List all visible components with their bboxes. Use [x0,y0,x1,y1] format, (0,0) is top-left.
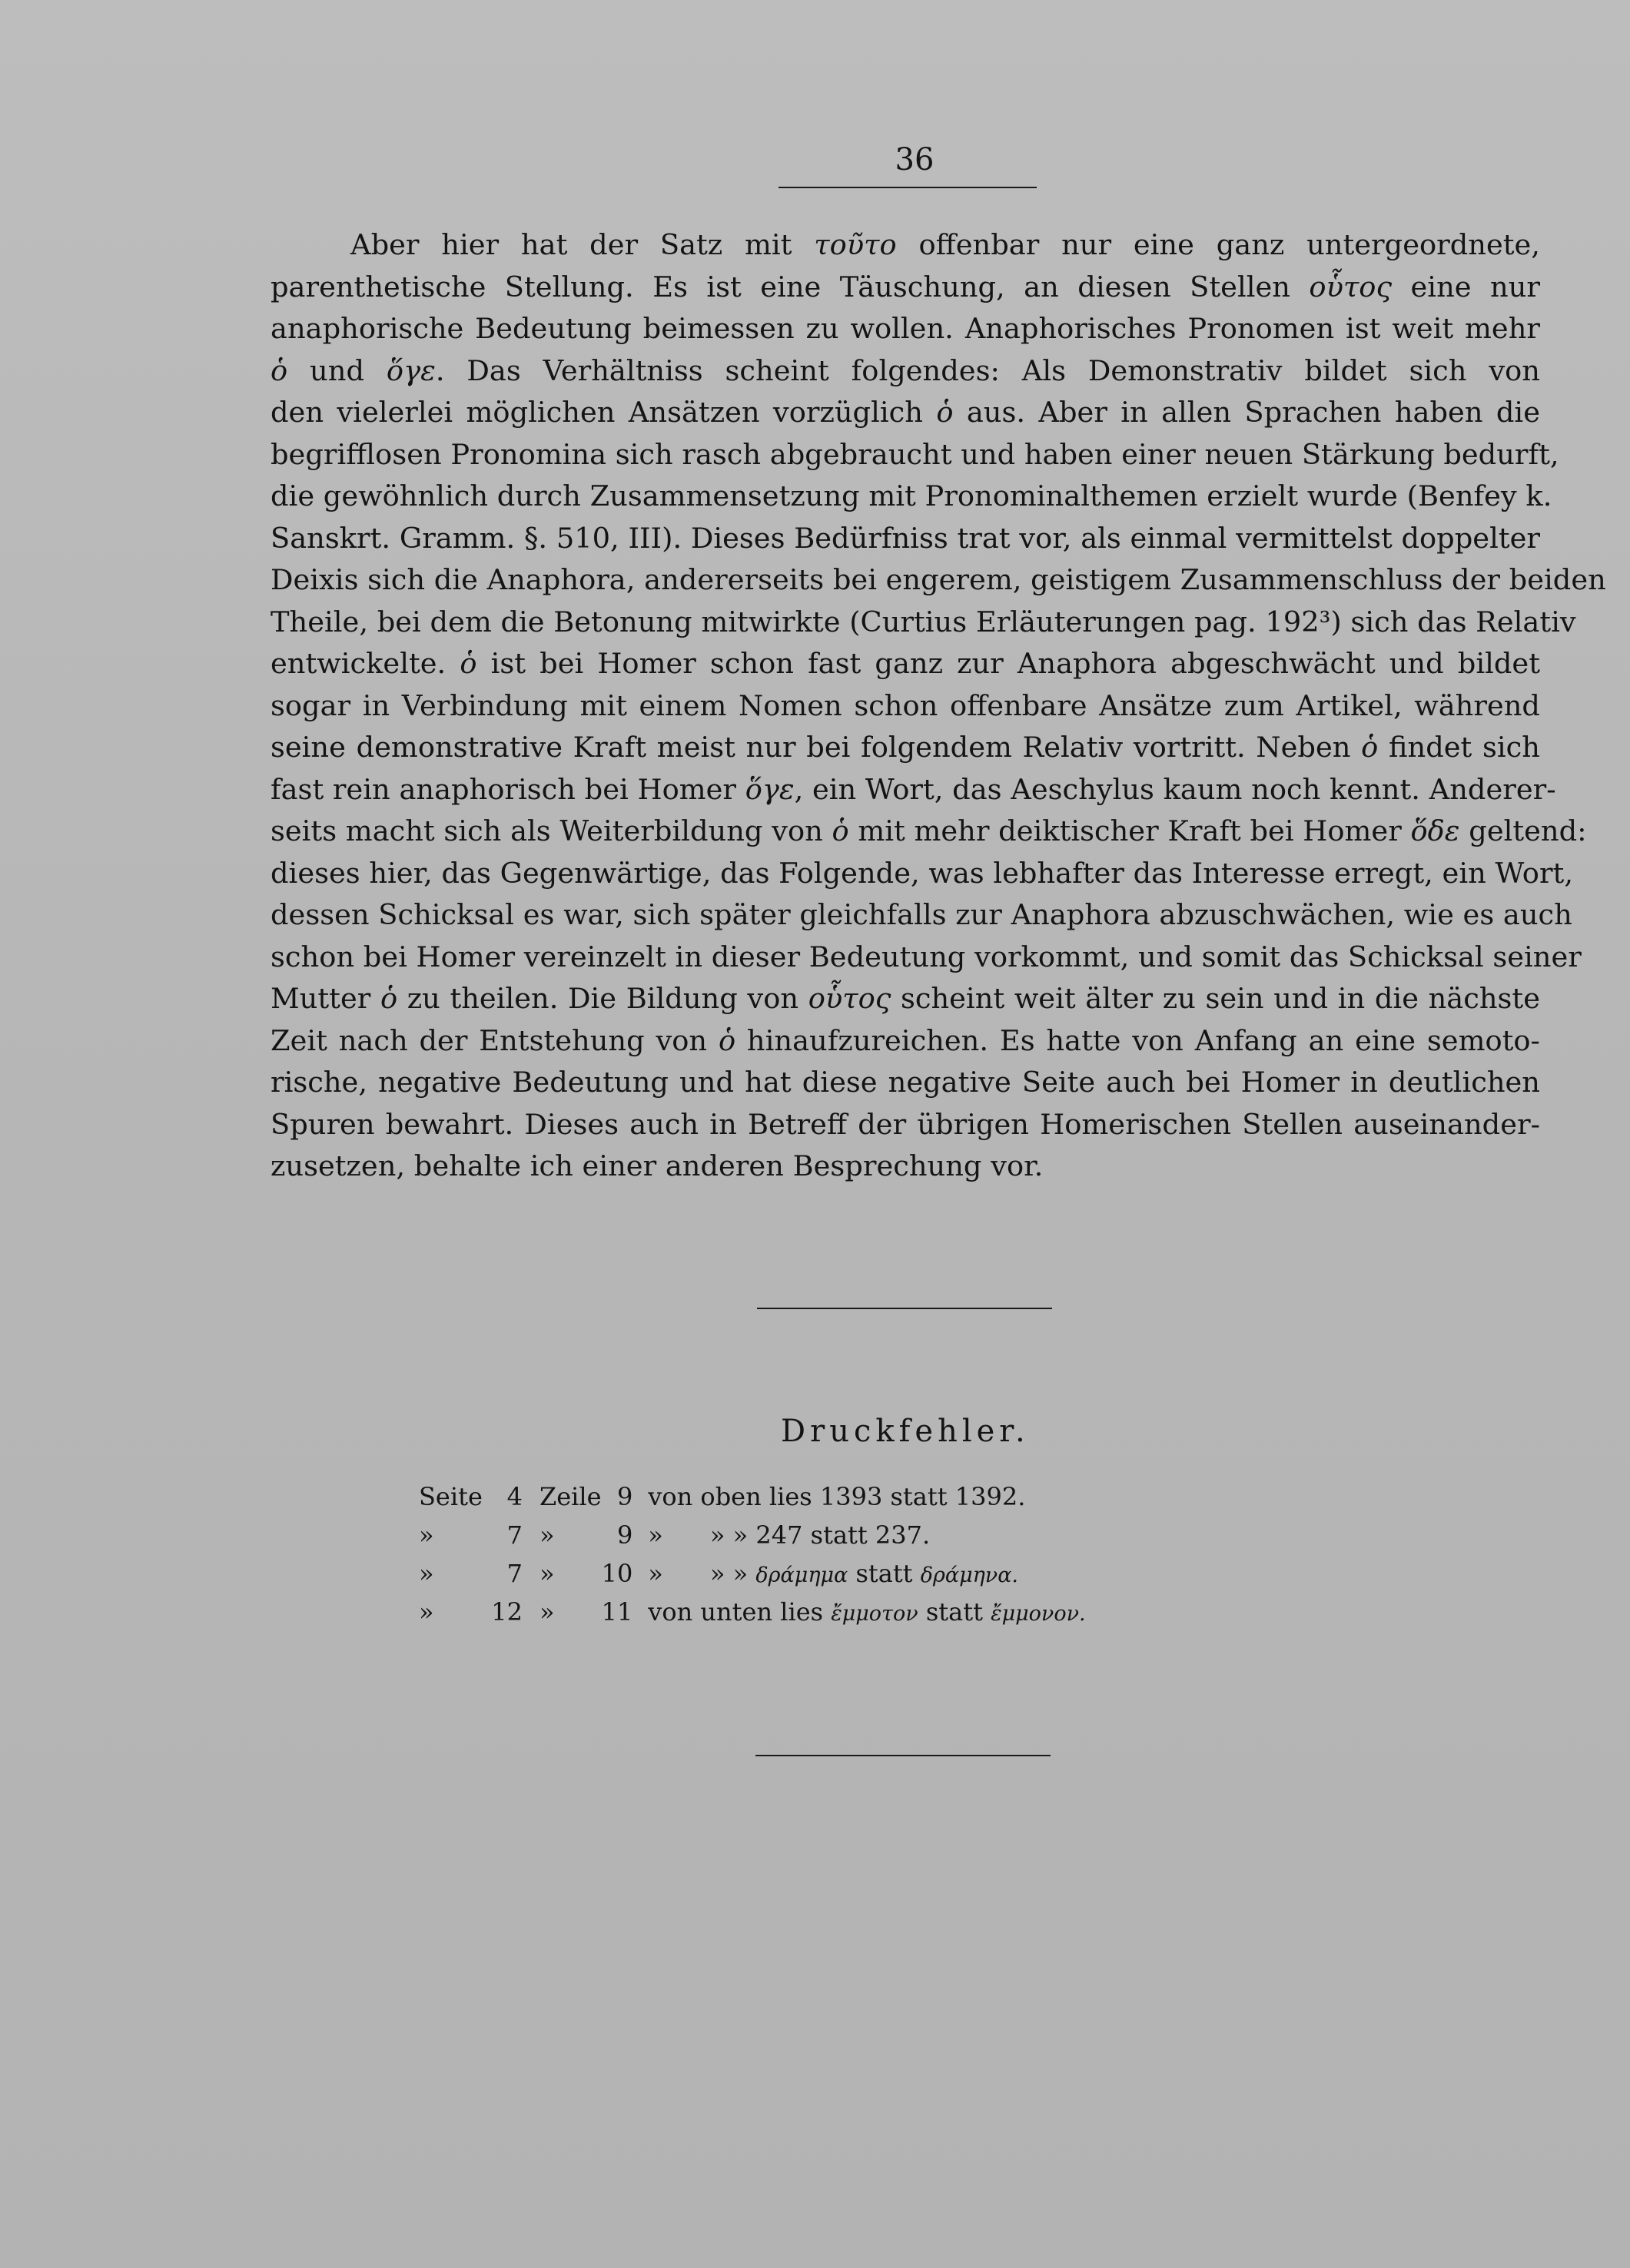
text-run: , ein Wort, das Aeschylus kaum noch kennt. Anderer- [794,772,1556,806]
text-line [271,1062,1540,1104]
greek-word: οὗτος [808,982,891,1015]
text-line [271,1146,1540,1188]
greek-word: ὁ [936,396,954,429]
errata-line: 9 [616,1482,633,1511]
text-run: Sanskrt. Gramm. §. 510, III). Dieses Bedürfniss trat vor, als einmal vermittelst doppelter [271,521,1540,555]
errata-wrong: ἔμμονον. [991,1602,1086,1626]
greek-word: ὁ [718,1023,736,1057]
errata-line: 11 [601,1597,633,1626]
errata-page: 4 [506,1482,523,1511]
text-line [271,350,1540,393]
errata-correction [648,1477,1085,1516]
section-divider [757,1308,1052,1309]
errata-row [419,1593,1086,1631]
errata-where: » » [648,1520,725,1550]
text-run: fast rein anaphorisch bei Homer [271,772,745,806]
text-run: seits macht sich als Weiterbildung von [271,814,832,847]
text-line [271,727,1540,769]
errata-wrong: 237. [875,1520,931,1550]
text-line [271,224,1540,267]
greek-word: ὁ [380,982,398,1015]
text-run: parenthetische Stellung. Es ist eine Täuschung, an diesen Stellen [271,270,1310,303]
text-line [271,267,1540,309]
errata-line: 10 [601,1559,633,1588]
text-line [271,894,1572,937]
greek-word: ὁ [832,814,849,847]
errata-wrong: δράμηνα. [920,1563,1019,1587]
text-line [271,1020,1540,1063]
text-line [271,643,1540,685]
text-line [271,685,1540,728]
errata-label: » [419,1597,434,1626]
text-line [271,769,1556,811]
text-run: zu theilen. Die Bildung von [397,982,808,1015]
text-line [271,1104,1540,1146]
text-run: mit mehr deiktischer Kraft bei Homer [848,814,1411,847]
text-run: findet sich [1378,731,1540,764]
errata-correct: 1393 [819,1482,883,1511]
footer-rule [755,1755,1051,1756]
errata-correction [648,1516,1085,1554]
text-line [271,853,1574,895]
text-run: Spuren bewahrt. Dieses auch in Betreff der übrigen Homerischen Stellen auseinander- [271,1107,1540,1141]
errata-lies: » [732,1559,749,1588]
greek-word: ὅγε [745,772,795,806]
errata-statt: statt [925,1597,983,1626]
errata-lies: lies [769,1482,812,1511]
errata-statt: statt [855,1559,913,1588]
text-run: Zeit nach der Entstehung von [271,1023,719,1057]
errata-zeile: » [539,1559,555,1588]
text-run: ist bei Homer schon fast ganz zur Anaphora abgeschwächt und bildet [476,647,1540,680]
text-run: hinaufzureichen. Es hatte von Anfang an eine semoto- [735,1023,1540,1057]
text-run: zusetzen, behalte ich einer anderen Besprechung vor. [271,1149,1044,1182]
text-line [271,518,1540,560]
text-line [271,308,1540,350]
errata-zeile: Zeile [539,1482,602,1511]
errata-correct: δράμημα [755,1563,848,1587]
text-run: den vielerlei möglichen Ansätzen vorzüglich [271,396,937,429]
greek-word: ὅγε [386,353,436,387]
errata-statt: statt [890,1482,948,1511]
errata-where: von unten [648,1597,773,1626]
errata-correction [648,1593,1085,1631]
text-run: begrifflosen Pronomina sich rasch abgebraucht und haben einer neuen Stärkung bedurft, [271,437,1559,471]
greek-word: τοῦτο [814,228,897,261]
errata-page: 12 [491,1597,523,1626]
text-run: Mutter [271,982,380,1015]
errata-row [419,1477,1086,1516]
errata-where: » » [648,1559,725,1588]
text-run: Theile, bei dem die Betonung mitwirkte (Curtius Erläuterungen pag. 192³) sich das Relativ [271,605,1576,638]
errata-correct: ἔμμοτον [831,1602,918,1626]
text-line [271,559,1606,602]
text-run: dessen Schicksal es war, sich später gleichfalls zur Anaphora abzuschwächen, wie es auch [271,898,1572,931]
errata-page: 7 [506,1520,523,1550]
text-run: Aber hier hat der Satz mit [350,228,815,261]
text-run: geltend: [1459,814,1587,847]
text-run: dieses hier, das Gegenwärtige, das Folgende, was lebhafter das Interesse erregt, ein Wort, [271,856,1574,890]
errata-lies: » [732,1520,749,1550]
errata-where: von oben [648,1482,762,1511]
errata-heading: Druckfehler. [781,1414,1030,1449]
text-run: Deixis sich die Anaphora, andererseits bei engerem, geistigem Zusammenschluss der beiden [271,563,1606,596]
text-run: aus. Aber in allen Sprachen haben die [953,396,1540,429]
errata-page: 7 [506,1559,523,1588]
errata-row [419,1554,1086,1593]
greek-word: ὁ [271,353,288,387]
text-line [271,811,1587,853]
errata-zeile: » [539,1597,555,1626]
errata-label: » [419,1559,434,1588]
text-run: die gewöhnlich durch Zusammensetzung mit Pronominalthemen erzielt wurde (Benfey k. [271,479,1552,512]
text-line [271,602,1576,644]
text-run: entwickelte. [271,647,460,680]
text-line [271,476,1552,518]
text-line [271,937,1582,979]
text-line [271,434,1559,476]
greek-word: ὁ [460,647,477,680]
errata-wrong: 1392. [954,1482,1026,1511]
page-number: 36 [895,142,935,177]
text-run: anaphorische Bedeutung beimessen zu wollen. Anaphorisches Pronomen ist weit mehr [271,312,1540,345]
text-run: . Das Verhältniss scheint folgendes: Als Demonstrativ bildet sich von [435,353,1540,387]
errata-line: 9 [616,1520,633,1550]
text-line [271,978,1540,1020]
body-paragraph [271,224,1606,1188]
greek-word: οὗτος [1309,270,1393,303]
errata-table [419,1477,1086,1631]
errata-correct: 247 [755,1520,803,1550]
errata-label: » [419,1520,434,1550]
text-run: und [287,353,387,387]
greek-word: ὁ [1361,731,1379,764]
header-rule [778,187,1037,188]
greek-word: ὅδε [1410,814,1460,847]
text-run: offenbar nur eine ganz untergeordnete, [896,228,1540,261]
errata-label: Seite [419,1482,483,1511]
errata-row [419,1516,1086,1554]
text-run: seine demonstrative Kraft meist nur bei folgendem Relativ vortritt. Neben [271,731,1362,764]
errata-zeile: » [539,1520,555,1550]
text-run: sogar in Verbindung mit einem Nomen schon offenbare Ansätze zum Artikel, während [271,688,1540,722]
errata-statt: statt [810,1520,868,1550]
text-run: scheint weit älter zu sein und in die nächste [891,982,1540,1015]
text-run: rische, negative Bedeutung und hat diese negative Seite auch bei Homer in deutlichen [271,1066,1540,1099]
errata-correction [648,1554,1085,1593]
errata-lies: lies [780,1597,824,1626]
text-run: eine nur [1392,270,1540,303]
text-line [271,392,1540,434]
text-run: schon bei Homer vereinzelt in dieser Bedeutung vorkommt, und somit das Schicksal seiner [271,940,1582,973]
